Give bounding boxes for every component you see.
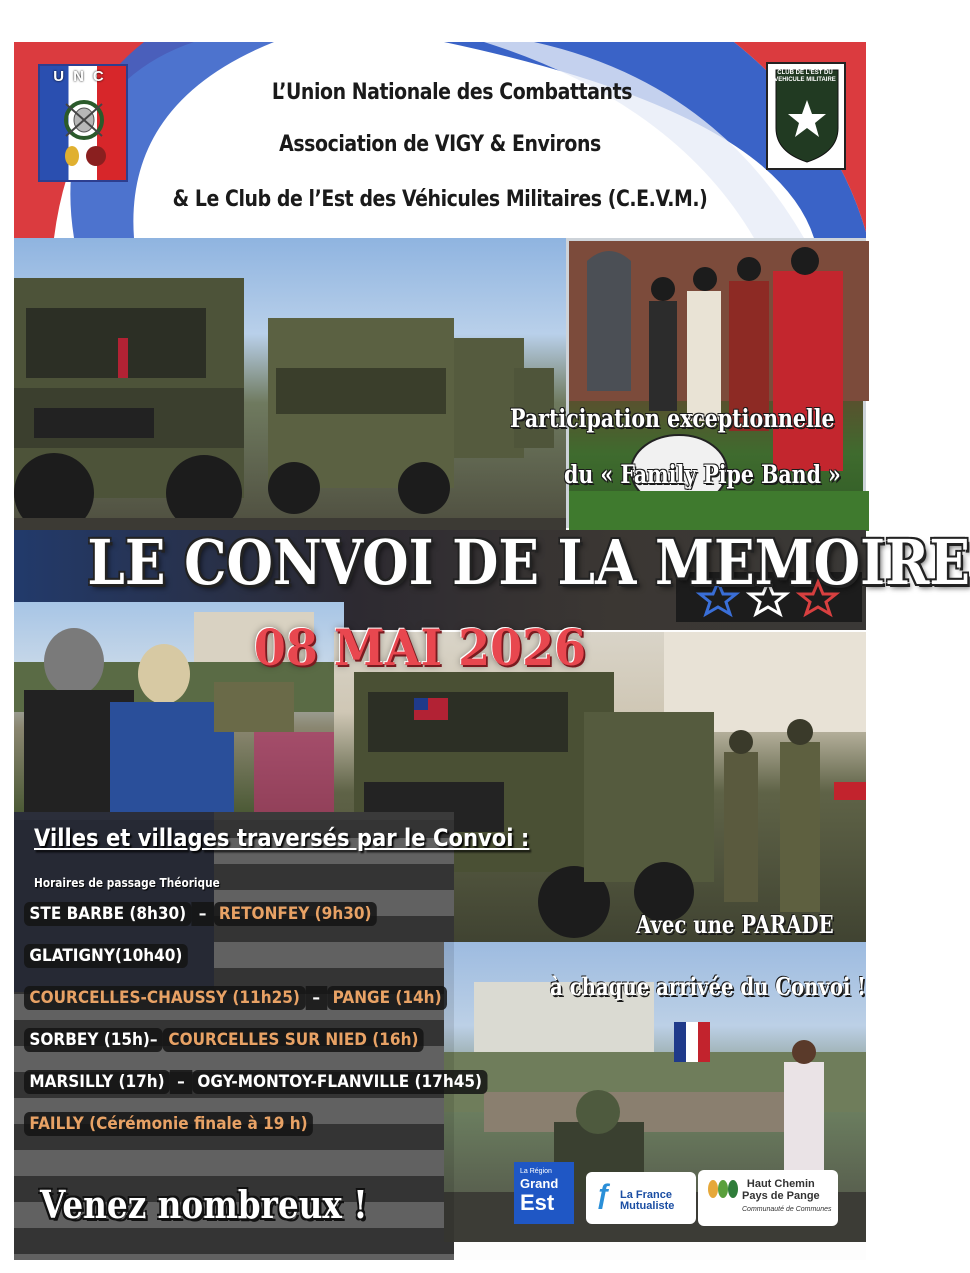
tree-icon <box>708 1180 718 1198</box>
route-row <box>24 904 377 924</box>
grand-est-small: La Région <box>520 1168 552 1175</box>
header <box>14 42 866 238</box>
route-stop: MARSILLY (17h) <box>24 1070 170 1094</box>
convoy-photo-1 <box>14 238 566 538</box>
haut-chemin-line-2: Pays de Pange <box>742 1190 820 1202</box>
france-mutualiste-icon: ƒ <box>596 1178 612 1209</box>
route-separator: – <box>171 1072 191 1092</box>
closing-text: Venez nombreux ! <box>40 1182 368 1227</box>
route-stop: COURCELLES SUR NIED (16h) <box>163 1028 424 1052</box>
route-stop: PANGE (14h) <box>327 986 447 1010</box>
route-subheading: Horaires de passage Théorique <box>34 876 220 890</box>
route-row <box>24 946 188 966</box>
band-line-2: du « Family Pipe Band » <box>564 460 841 489</box>
band-line-1: Participation exceptionnelle <box>510 404 835 433</box>
route-stop: SORBEY (15h)– <box>24 1028 163 1052</box>
route-stop: RETONFEY (9h30) <box>213 902 376 926</box>
haut-chemin-logo <box>698 1170 838 1226</box>
france-mutualiste-logo <box>586 1172 696 1224</box>
route-stop: OGY-MONTOY-FLANVILLE (17h45) <box>192 1070 487 1094</box>
header-line-2: Association de VIGY & Environs <box>279 132 601 157</box>
route-row <box>24 1072 487 1092</box>
route-row <box>24 1114 313 1134</box>
route-stop: COURCELLES-CHAUSSY (11h25) <box>24 986 305 1010</box>
parade-line-1: Avec une PARADE <box>636 910 834 939</box>
route-heading: Villes et villages traversés par le Convoi : <box>34 824 530 852</box>
grand-est-word-2: Est <box>520 1190 555 1215</box>
route-stop: STE BARBE (8h30) <box>24 902 192 926</box>
route-row <box>24 1030 424 1050</box>
tree-icon <box>718 1180 728 1198</box>
tree-icon <box>728 1180 738 1198</box>
route-separator: – <box>193 904 212 924</box>
haut-chemin-line-1: Haut Chemin <box>746 1178 815 1190</box>
event-date: 08 MAI 2026 <box>253 618 587 677</box>
route-stop: GLATIGNY(10h40) <box>24 944 188 968</box>
route-stop: FAILLY (Cérémonie finale à 19 h) <box>24 1112 313 1136</box>
france-mutualiste-text: La France Mutualiste <box>620 1189 675 1212</box>
main-title: LE CONVOI DE LA MEMOIRE <box>87 526 970 599</box>
header-line-1: L’Union Nationale des Combattants <box>271 80 633 105</box>
haut-chemin-text <box>742 1178 820 1202</box>
cevm-logo-text: CLUB DE L'EST DU VEHICULE MILITAIRE <box>774 70 836 83</box>
grand-est-word-1: Grand <box>520 1176 559 1191</box>
military-trucks-image <box>14 238 566 538</box>
parade-line-2: à chaque arrivée du Convoi ! <box>550 972 866 1001</box>
header-line-3: & Le Club de l’Est des Véhicules Militaires (C.E.V.M.) <box>172 187 708 212</box>
haut-chemin-sub: Communauté de Communes <box>742 1206 832 1213</box>
route-separator: – <box>307 988 326 1008</box>
grand-est-logo <box>514 1162 574 1224</box>
route-row <box>24 988 447 1008</box>
unc-logo-text: UNC <box>53 68 113 85</box>
poster <box>14 42 970 1260</box>
